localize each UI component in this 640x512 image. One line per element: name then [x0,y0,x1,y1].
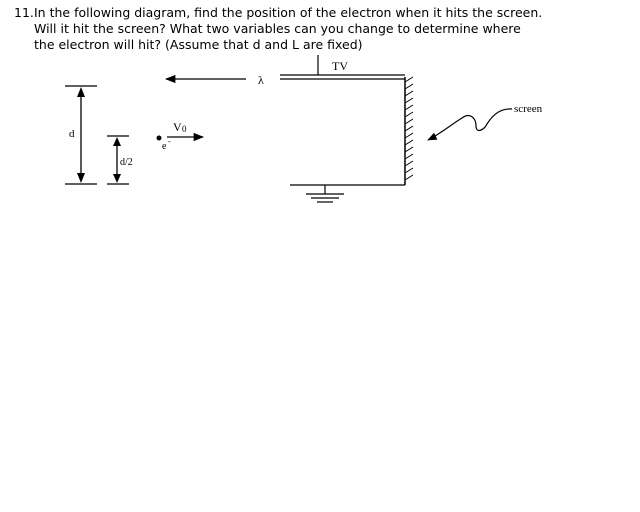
velocity-subscript: 0 [182,124,187,134]
lambda-label: λ [258,73,264,87]
screen-hatching [405,77,413,180]
tv-label: TV [332,59,348,73]
ground-icon [306,185,344,202]
electron-charge: - [168,137,171,146]
screen-pointer-arrow [428,109,512,140]
upper-plate [280,75,405,79]
screen-label: screen [514,103,543,115]
question-number: 11. [14,5,34,20]
question-line-1: In the following diagram, find the position of the electron when it hits the screen. [34,5,543,20]
question-line-3: the electron will hit? (Assume that d and L are fixed) [34,37,363,52]
electron-dot [157,136,162,141]
d-half-label: d/2 [120,157,133,168]
question-line-2: Will it hit the screen? What two variables can you change to determine where [34,21,521,36]
d-label: d [69,128,75,140]
electron-label: e [162,141,167,152]
velocity-label: V [173,120,182,134]
